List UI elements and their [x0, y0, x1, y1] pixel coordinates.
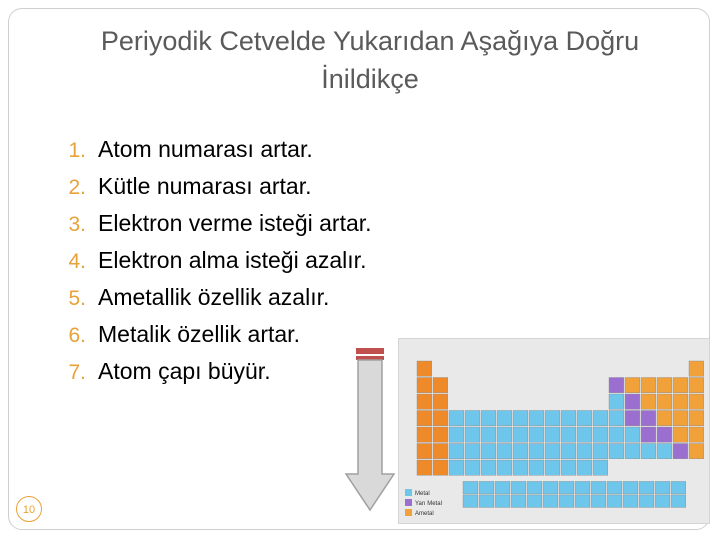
property-list — [40, 136, 372, 395]
element-cell — [593, 427, 608, 442]
element-cell — [689, 444, 704, 459]
element-cell — [593, 411, 608, 426]
periodic-table-image — [398, 338, 710, 524]
element-cell — [655, 495, 670, 508]
page-number: 10 — [16, 496, 42, 522]
element-cell — [657, 378, 672, 393]
legend-label: Metal — [415, 491, 430, 497]
element-cell — [577, 411, 592, 426]
element-cell — [433, 378, 448, 393]
element-cell — [513, 427, 528, 442]
element-cell — [561, 411, 576, 426]
list-item-number: 7. — [68, 361, 86, 384]
list-item — [40, 358, 372, 395]
element-cell — [559, 481, 574, 494]
element-cell — [609, 411, 624, 426]
list-item — [40, 210, 372, 247]
element-cell — [673, 411, 688, 426]
element-cell — [513, 460, 528, 475]
element-cell — [495, 481, 510, 494]
element-cell — [449, 460, 464, 475]
element-cell — [513, 411, 528, 426]
element-cell — [497, 460, 512, 475]
list-item-number: 6. — [68, 324, 86, 347]
list-item-number: 3. — [68, 213, 86, 236]
element-cell — [433, 460, 448, 475]
element-cell — [511, 495, 526, 508]
element-cell — [481, 427, 496, 442]
element-cell — [465, 444, 480, 459]
element-cell — [625, 378, 640, 393]
element-cell — [481, 444, 496, 459]
element-cell — [417, 394, 432, 409]
element-cell — [639, 481, 654, 494]
list-item-number: 4. — [68, 250, 86, 273]
element-cell — [639, 495, 654, 508]
list-item — [40, 247, 372, 284]
element-cell — [433, 444, 448, 459]
element-cell — [497, 411, 512, 426]
legend-label: Yarı Metal — [415, 501, 442, 507]
legend-swatch — [405, 489, 412, 496]
element-cell — [545, 460, 560, 475]
element-cell — [577, 427, 592, 442]
element-cell — [561, 444, 576, 459]
element-cell — [607, 481, 622, 494]
element-cell — [671, 495, 686, 508]
element-cell — [433, 411, 448, 426]
element-cell — [625, 444, 640, 459]
legend-swatch — [405, 499, 412, 506]
element-cell — [671, 481, 686, 494]
element-cell — [417, 378, 432, 393]
element-cell — [673, 378, 688, 393]
element-cell — [449, 427, 464, 442]
element-cell — [673, 394, 688, 409]
element-cell — [641, 411, 656, 426]
element-cell — [689, 427, 704, 442]
element-cell — [529, 444, 544, 459]
element-cell — [417, 411, 432, 426]
element-cell — [479, 481, 494, 494]
element-cell — [591, 481, 606, 494]
element-cell — [433, 427, 448, 442]
element-cell — [623, 481, 638, 494]
element-cell — [593, 460, 608, 475]
list-item-text: Elektron alma isteği azalır. — [98, 247, 367, 273]
element-cell — [657, 427, 672, 442]
element-cell — [609, 427, 624, 442]
element-cell — [673, 427, 688, 442]
element-cell — [609, 394, 624, 409]
element-cell — [449, 444, 464, 459]
element-cell — [689, 411, 704, 426]
element-cell — [481, 411, 496, 426]
element-cell — [657, 394, 672, 409]
list-item-text: Metalik özellik artar. — [98, 321, 300, 347]
element-cell — [417, 460, 432, 475]
element-cell — [561, 460, 576, 475]
list-item-text: Kütle numarası artar. — [98, 173, 312, 199]
list-item-number: 5. — [68, 287, 86, 310]
element-cell — [545, 427, 560, 442]
element-cell — [609, 378, 624, 393]
element-cell — [417, 427, 432, 442]
element-cell — [529, 411, 544, 426]
element-cell — [417, 444, 432, 459]
list-item-number: 1. — [68, 139, 86, 162]
element-cell — [561, 427, 576, 442]
element-cell — [689, 394, 704, 409]
element-cell — [641, 427, 656, 442]
slide-title: Periyodik Cetvelde Yukarıdan Aşağıya Doğru İnildikçe — [100, 26, 640, 94]
element-cell — [591, 495, 606, 508]
list-item — [40, 321, 372, 358]
element-cell — [481, 460, 496, 475]
element-cell — [543, 495, 558, 508]
element-cell — [465, 411, 480, 426]
element-cell — [497, 444, 512, 459]
element-cell — [527, 495, 542, 508]
element-cell — [559, 495, 574, 508]
list-item-text: Elektron verme isteği artar. — [98, 210, 372, 236]
list-item-text: Atom çapı büyür. — [98, 358, 271, 384]
element-cell — [449, 411, 464, 426]
element-cell — [497, 427, 512, 442]
element-cell — [545, 444, 560, 459]
element-cell — [689, 361, 704, 376]
element-cell — [463, 495, 478, 508]
element-cell — [623, 495, 638, 508]
down-arrow-icon — [342, 346, 398, 514]
list-item — [40, 173, 372, 210]
element-cell — [641, 394, 656, 409]
element-cell — [641, 444, 656, 459]
element-cell — [513, 444, 528, 459]
element-cell — [625, 427, 640, 442]
element-cell — [655, 481, 670, 494]
list-item-text: Ametallik özellik azalır. — [98, 284, 330, 310]
element-cell — [543, 481, 558, 494]
list-item-text: Atom numarası artar. — [98, 136, 313, 162]
element-cell — [479, 495, 494, 508]
element-cell — [463, 481, 478, 494]
element-cell — [465, 427, 480, 442]
element-cell — [527, 481, 542, 494]
element-cell — [657, 411, 672, 426]
element-cell — [625, 411, 640, 426]
element-cell — [577, 460, 592, 475]
element-cell — [625, 394, 640, 409]
element-cell — [673, 444, 688, 459]
element-cell — [465, 460, 480, 475]
legend-label: Ametal — [415, 511, 434, 517]
element-cell — [593, 444, 608, 459]
legend-swatch — [405, 509, 412, 516]
list-item — [40, 284, 372, 321]
element-cell — [545, 411, 560, 426]
list-item-number: 2. — [68, 176, 86, 199]
element-cell — [417, 361, 432, 376]
element-cell — [689, 378, 704, 393]
element-cell — [575, 495, 590, 508]
list-item — [40, 136, 372, 173]
element-cell — [641, 378, 656, 393]
periodic-table-grid — [399, 339, 710, 524]
element-cell — [511, 481, 526, 494]
element-cell — [433, 394, 448, 409]
element-cell — [609, 444, 624, 459]
element-cell — [607, 495, 622, 508]
element-cell — [657, 444, 672, 459]
element-cell — [529, 460, 544, 475]
element-cell — [575, 481, 590, 494]
element-cell — [529, 427, 544, 442]
element-cell — [577, 444, 592, 459]
element-cell — [495, 495, 510, 508]
